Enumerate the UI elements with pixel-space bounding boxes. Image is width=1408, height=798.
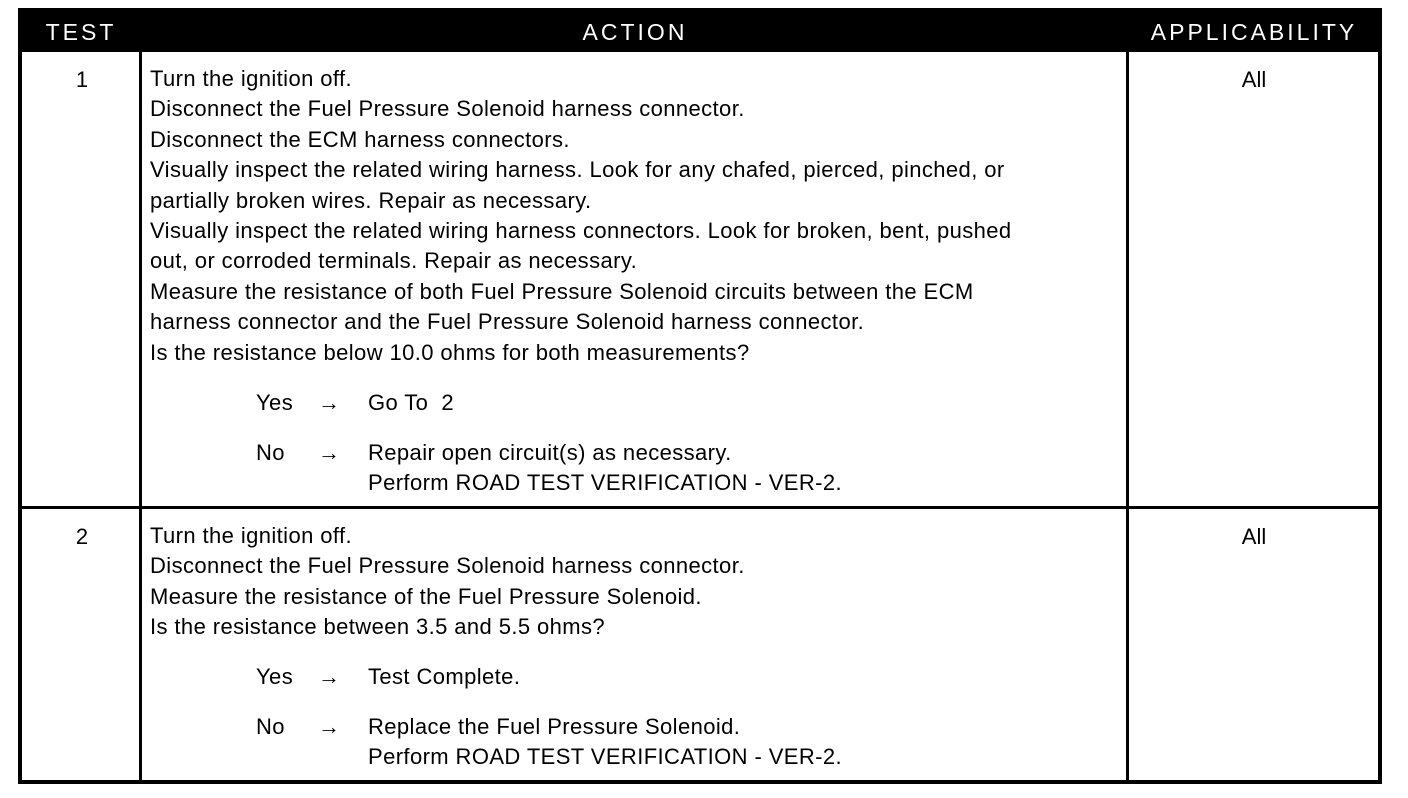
header-action: ACTION xyxy=(582,19,688,45)
action-line: Is the resistance between 3.5 and 5.5 ohms? xyxy=(150,614,606,640)
result-line: Replace the Fuel Pressure Solenoid. xyxy=(368,714,741,739)
result-line: Test Complete. xyxy=(368,664,521,689)
result-line: Go To 2 xyxy=(368,390,454,415)
table-header xyxy=(22,12,1378,52)
action-line: Measure the resistance of the Fuel Pressure Solenoid. xyxy=(150,583,702,609)
arrow-icon: → xyxy=(318,390,341,415)
action-line: harness connector and the Fuel Pressure Solenoid harness connector. xyxy=(150,309,865,335)
action-line: Visually inspect the related wiring harness. Look for any chafed, pierced, pinched, or xyxy=(150,157,1005,183)
yes-label: Yes xyxy=(256,664,294,689)
action-steps-1 xyxy=(150,64,1122,368)
action-line: Disconnect the Fuel Pressure Solenoid harness connector. xyxy=(150,553,745,579)
column-divider-applicability xyxy=(1126,12,1129,780)
action-line: Turn the ignition off. xyxy=(150,66,353,91)
yes-label: Yes xyxy=(256,390,294,415)
no-result xyxy=(368,438,842,499)
column-divider-test xyxy=(139,12,142,780)
action-line: Disconnect the Fuel Pressure Solenoid harness connector. xyxy=(150,96,745,122)
test-number-2: 2 xyxy=(75,524,89,549)
action-line: Turn the ignition off. xyxy=(150,523,353,548)
result-line: Repair open circuit(s) as necessary. xyxy=(368,440,732,465)
action-line: Disconnect the ECM harness connectors. xyxy=(150,126,570,152)
arrow-icon: → xyxy=(318,664,341,689)
action-line: Visually inspect the related wiring harness connectors. Look for broken, bent, pushed xyxy=(150,218,1012,244)
no-label: No xyxy=(256,714,285,739)
action-steps-2 xyxy=(150,521,1122,643)
action-line: partially broken wires. Repair as necessary. xyxy=(150,187,592,213)
arrow-icon: → xyxy=(318,440,341,465)
action-line: Is the resistance below 10.0 ohms for both measurements? xyxy=(150,339,750,365)
yes-result xyxy=(368,662,520,692)
no-result xyxy=(368,712,842,773)
diagnostic-test-table xyxy=(18,8,1382,784)
header-applicability: APPLICABILITY xyxy=(1150,19,1358,45)
applicability-2: All xyxy=(1241,524,1267,549)
applicability-1: All xyxy=(1241,67,1267,92)
row-divider xyxy=(22,506,1378,509)
result-line: Perform ROAD TEST VERIFICATION - VER-2. xyxy=(368,744,843,770)
yes-result xyxy=(368,388,454,418)
no-label: No xyxy=(256,440,285,465)
arrow-icon: → xyxy=(318,714,341,739)
action-line: out, or corroded terminals. Repair as necessary. xyxy=(150,248,638,274)
action-line: Measure the resistance of both Fuel Pressure Solenoid circuits between the ECM xyxy=(150,278,974,304)
test-number-1: 1 xyxy=(75,67,89,92)
result-line: Perform ROAD TEST VERIFICATION - VER-2. xyxy=(368,470,843,496)
header-test: TEST xyxy=(45,19,117,45)
